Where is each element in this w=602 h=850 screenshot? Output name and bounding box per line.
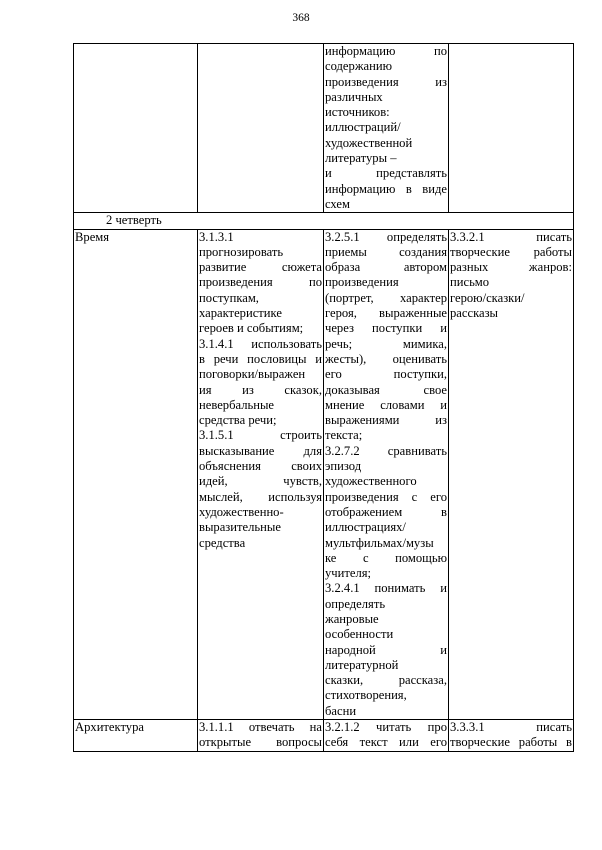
table-body bbox=[74, 44, 574, 752]
text-line: себя текст или его bbox=[325, 735, 447, 750]
text-line: рассказы bbox=[450, 306, 499, 321]
text-line: героев и событиям; bbox=[199, 321, 304, 336]
text-line: речь; мимика, bbox=[325, 336, 447, 351]
text-line: художественной bbox=[325, 135, 413, 150]
text-line: учителя; bbox=[325, 566, 372, 581]
page-number: 368 bbox=[292, 12, 310, 24]
text-line: характеристике bbox=[199, 306, 282, 321]
text-line: 3.1.1.1 отвечать на bbox=[199, 720, 322, 735]
text-line: 3.2.1.2 читать про bbox=[325, 720, 447, 735]
text-line: 3.2.7.2 сравнивать bbox=[325, 443, 447, 458]
text-line: и представлять bbox=[325, 166, 447, 181]
writing-cell bbox=[449, 720, 574, 752]
text-line: поступкам, bbox=[199, 290, 259, 305]
text-line: приемы создания bbox=[325, 244, 447, 259]
text-line: схем bbox=[325, 196, 350, 211]
text-line: отображением в bbox=[325, 504, 447, 519]
text-line: народной и bbox=[325, 642, 447, 657]
text-line: текста; bbox=[325, 428, 363, 443]
writing-cell bbox=[449, 229, 574, 720]
text-line: мультфильмах/музы bbox=[325, 535, 434, 550]
text-line: идей, чувств, bbox=[199, 474, 322, 489]
text-line: разных жанров: bbox=[450, 260, 572, 275]
text-line: образа автором bbox=[325, 260, 447, 275]
text-line: средства речи; bbox=[199, 413, 277, 428]
text-line: художественно- bbox=[199, 504, 284, 519]
text-line: иллюстрациях/ bbox=[325, 520, 406, 535]
text-line: 3.1.5.1 строить bbox=[199, 428, 322, 443]
text-line: в речи пословицы и bbox=[199, 351, 322, 366]
text-line: 3.3.2.1 писать bbox=[450, 229, 572, 244]
text-line: литературы – bbox=[325, 151, 397, 166]
text-line: поговорки/выражен bbox=[199, 367, 306, 382]
text-line: произведения с его bbox=[325, 489, 447, 504]
reading-cell bbox=[324, 44, 449, 213]
text-line: литературной bbox=[325, 657, 399, 672]
text-line: источников: bbox=[325, 105, 390, 120]
text-line: сказки, рассказа, bbox=[325, 673, 447, 688]
listening-speaking-cell bbox=[198, 44, 324, 213]
text-line: эпизод bbox=[325, 459, 362, 474]
topic-cell: Архитектура bbox=[74, 720, 198, 752]
text-line: объяснения своих bbox=[199, 459, 322, 474]
text-line: 3.2.5.1 определять bbox=[325, 229, 447, 244]
text-line: художественного bbox=[325, 474, 417, 489]
text-line: его поступки, bbox=[325, 367, 447, 382]
text-line: определять bbox=[325, 596, 386, 611]
text-line: (портрет, характер bbox=[325, 290, 447, 305]
listening-speaking-cell bbox=[198, 720, 324, 752]
text-line: через поступки и bbox=[325, 321, 447, 336]
text-line: 3.1.3.1 bbox=[199, 229, 234, 244]
text-line: прогнозировать bbox=[199, 244, 284, 259]
text-line: содержанию bbox=[325, 59, 392, 74]
text-line: выражениями из bbox=[325, 413, 447, 428]
text-line: 3.1.4.1 использовать bbox=[199, 336, 322, 351]
table-row bbox=[74, 720, 574, 752]
quarter-row bbox=[74, 213, 574, 229]
writing-cell bbox=[449, 44, 574, 213]
reading-cell bbox=[324, 720, 449, 752]
text-line: невербальные bbox=[199, 397, 275, 412]
text-line: различных bbox=[325, 89, 383, 104]
text-line: информацию по bbox=[325, 44, 447, 58]
text-line: 3.2.4.1 понимать и bbox=[325, 581, 447, 596]
text-line: информацию в виде bbox=[325, 181, 447, 196]
text-line: открытые вопросы bbox=[199, 735, 322, 750]
text-line: произведения bbox=[325, 275, 399, 290]
text-line: письмо bbox=[450, 275, 490, 290]
text-line: доказывая свое bbox=[325, 382, 447, 397]
quarter-label: 2 четверть bbox=[74, 213, 574, 229]
text-line: стихотворения, bbox=[325, 688, 407, 703]
text-line: творческие работы bbox=[450, 244, 572, 259]
text-line: басни bbox=[325, 703, 357, 718]
text-line: герою/сказки/ bbox=[450, 290, 525, 305]
text-line: жанровые bbox=[325, 611, 379, 626]
text-line: выразительные bbox=[199, 520, 281, 535]
text-line: жесты), оценивать bbox=[325, 351, 447, 366]
topic-cell: Время bbox=[74, 229, 198, 720]
text-line: высказывание для bbox=[199, 443, 322, 458]
text-line: произведения из bbox=[325, 74, 447, 89]
reading-cell bbox=[324, 229, 449, 720]
text-line: ке с помощью bbox=[325, 550, 447, 565]
text-line: героя, выраженные bbox=[325, 306, 447, 321]
text-line: развитие сюжета bbox=[199, 260, 322, 275]
text-line: 3.3.3.1 писать bbox=[450, 720, 572, 735]
text-line: мыслей, используя bbox=[199, 489, 322, 504]
text-line: средства bbox=[199, 535, 246, 550]
text-line: иллюстраций/ bbox=[325, 120, 401, 135]
text-line: произведения по bbox=[199, 275, 322, 290]
text-line: ия из сказок, bbox=[199, 382, 322, 397]
table-row bbox=[74, 44, 574, 213]
text-line: творческие работы в bbox=[450, 735, 572, 750]
curriculum-table bbox=[73, 43, 574, 752]
text-line: особенности bbox=[325, 627, 394, 642]
table-row bbox=[74, 229, 574, 720]
text-line: мнение словами и bbox=[325, 397, 447, 412]
topic-cell bbox=[74, 44, 198, 213]
listening-speaking-cell bbox=[198, 229, 324, 720]
